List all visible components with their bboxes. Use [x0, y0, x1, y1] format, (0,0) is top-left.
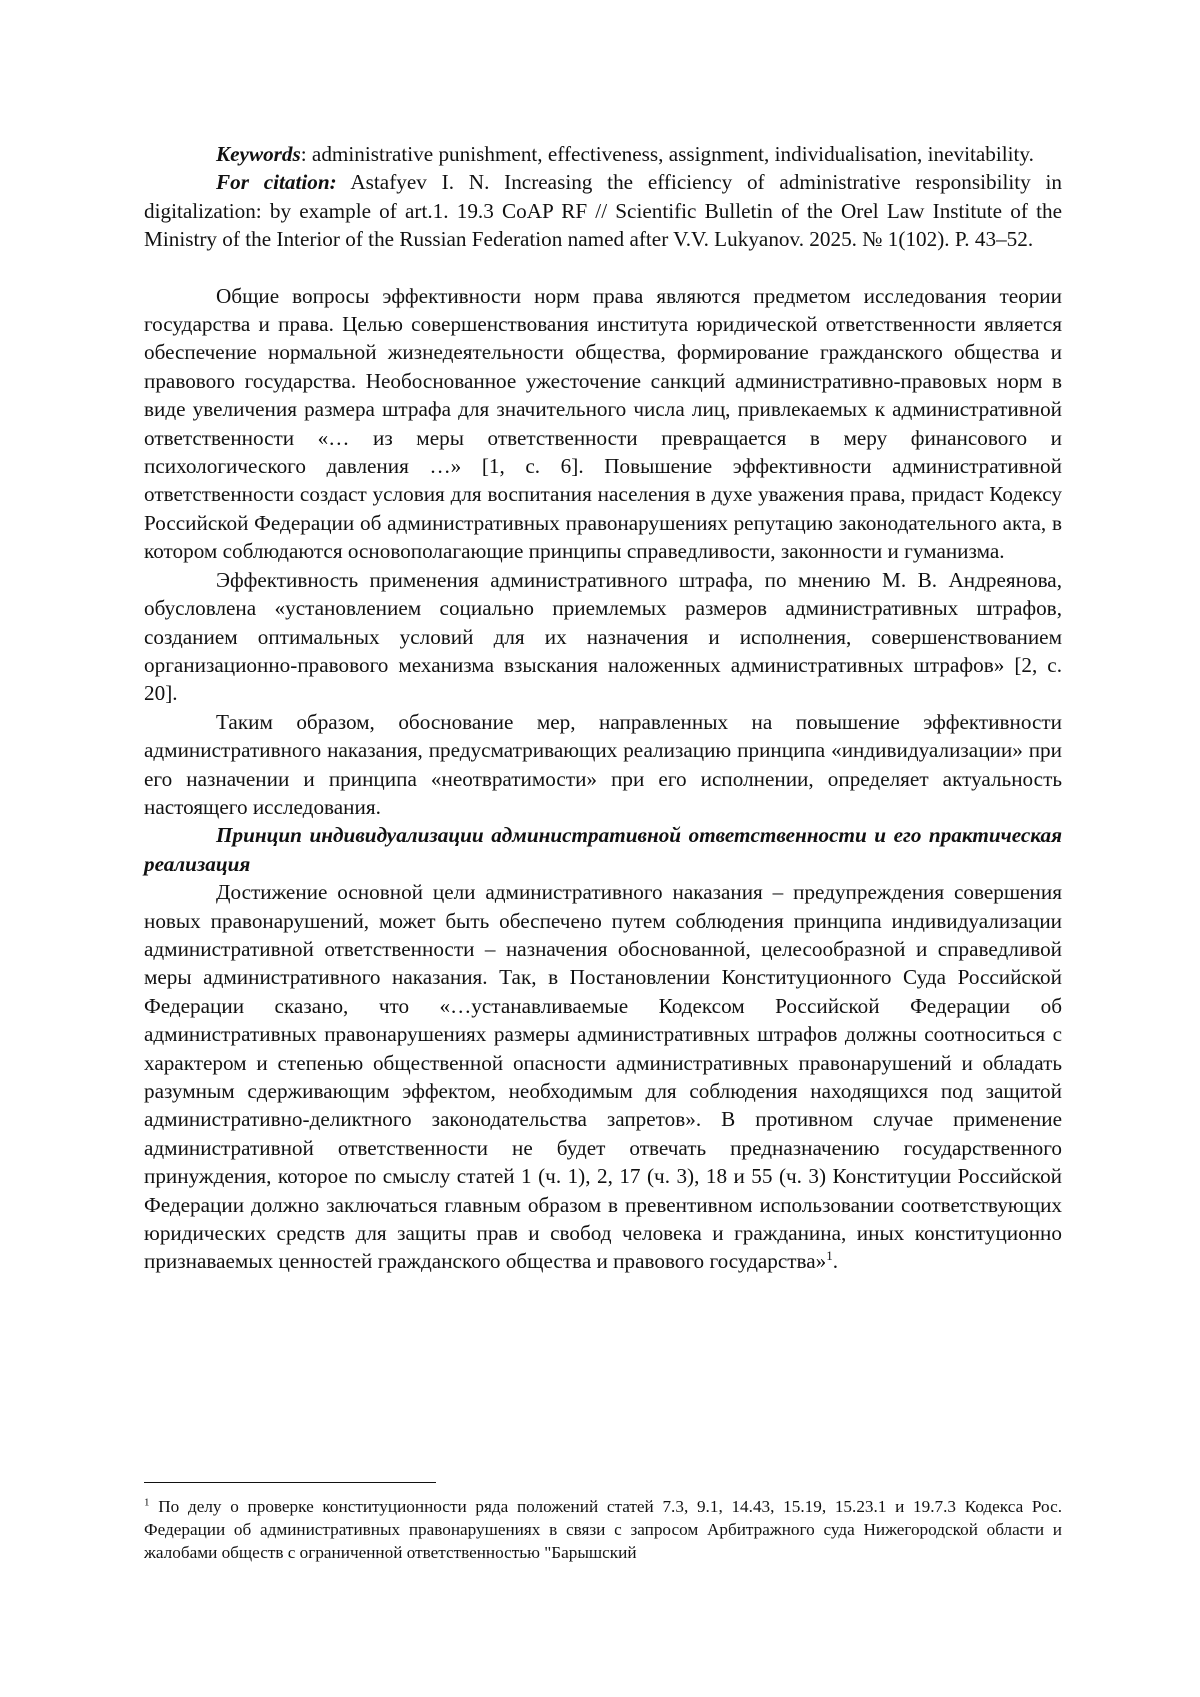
- body-paragraph-1: Общие вопросы эффективности норм права являются предметом исследования теории государства и права. Целью совершенствования института юридической ответственности является обеспечение нормальной жизнедеятельности общества, формирование гражданского общества и правового государства. Необоснованное ужесточение санкций административно-правовых норм в виде увеличения размера штрафа для значительного числа лиц, привлекаемых к административной ответственности «… из меры ответственности превращается в меру финансового и психологического давления …» [1, с. 6]. Повышение эффективности административной ответственности создаст условия для воспитания населения в духе уважения права, придаст Кодексу Российской Федерации об административных правонарушениях репутацию законодательного акта, в котором соблюдаются основополагающие принципы справедливости, законности и гуманизма.: [144, 283, 1062, 564]
- keywords-paragraph: [144, 140, 1062, 168]
- body-paragraph-2: Эффективность применения административного штрафа, по мнению М. В. Андреянова, обусловлена «установлением социально приемлемых размеров административных штрафов, созданием оптимальных условий для их назначения и исполнения, совершенствованием организационно-правового механизма взыскания наложенных административных штрафов» [2, с. 20].: [144, 567, 1062, 706]
- footnote-reference[interactable]: 1: [826, 1248, 833, 1264]
- spacer: [144, 254, 1062, 282]
- footnote: [144, 1496, 1062, 1564]
- footnote-text: По делу о проверке конституционности ряда положений статей 7.3, 9.1, 14.43, 15.19, 15.23.1 и 19.7.3 Кодекса Рос. Федерации об административных правонарушениях в связи с запросом Арбитражного суда Нижегородской области и жалобами обществ с ограниченной ответственностью "Барышский: [144, 1497, 1062, 1562]
- body-paragraph-4-text: Достижение основной цели административного наказания – предупреждения совершения новых правонарушений, может быть обеспечено путем соблюдения принципа индивидуализации административной ответственности – назначения обоснованной, целесообразной и справедливой меры административного наказания. Так, в Постановлении Конституционного Суда Российской Федерации сказано, что «…устанавливаемые Кодексом Российской Федерации об административных правонарушениях размеры административных штрафов должны соотноситься с характером и степенью общественной опасности административных правонарушений и обладать разумным сдерживающим эффектом, необходимым для соблюдения находящихся под защитой административно-деликтного законодательства запретов». В противном случае применение административной ответственности не будет отвечать предназначению государственного принуждения, которое по смыслу статей 1 (ч. 1), 2, 17 (ч. 3), 18 и 55 (ч. 3) Конституции Российской Федерации должно заключаться главным образом в превентивном использовании соответствующих юридических средств для защиты прав и свобод человека и гражданина, иных конституционно признаваемых ценностей гражданского общества и правового государства»: [144, 880, 1062, 1274]
- body-paragraph-4-end: .: [832, 1249, 839, 1274]
- section-heading: Принцип индивидуализации административной ответственности и его практическая реализация: [144, 823, 1062, 876]
- citation-label: For citation:: [216, 170, 337, 195]
- footnote-marker: 1: [144, 1496, 150, 1509]
- keywords-text: : administrative punishment, effectiveness, assignment, individualisation, inevitability.: [300, 142, 1034, 166]
- citation-text: Astafyev I. N. Increasing the efficiency of administrative responsibility in digitalization: by example of art.1. 19.3 CoAP RF // Scientific Bulletin of the Orel Law Institute of the Ministry of the Interior of the Russian Federation named after V.V. Lukyanov. 2025. № 1(102). P. 43–52.: [144, 170, 1062, 252]
- footnote-separator: [144, 1482, 436, 1483]
- body-paragraph-3: Таким образом, обоснование мер, направленных на повышение эффективности административного наказания, предусматривающих реализацию принципа «индивидуализации» при его назначении и принципа «неотвратимости» при его исполнении, определяет актуальность настоящего исследования.: [144, 709, 1062, 819]
- citation-paragraph: [144, 168, 1062, 253]
- page-content: [144, 140, 1062, 1276]
- keywords-label: Keywords: [216, 142, 301, 166]
- body-paragraph-4: [144, 878, 1062, 1276]
